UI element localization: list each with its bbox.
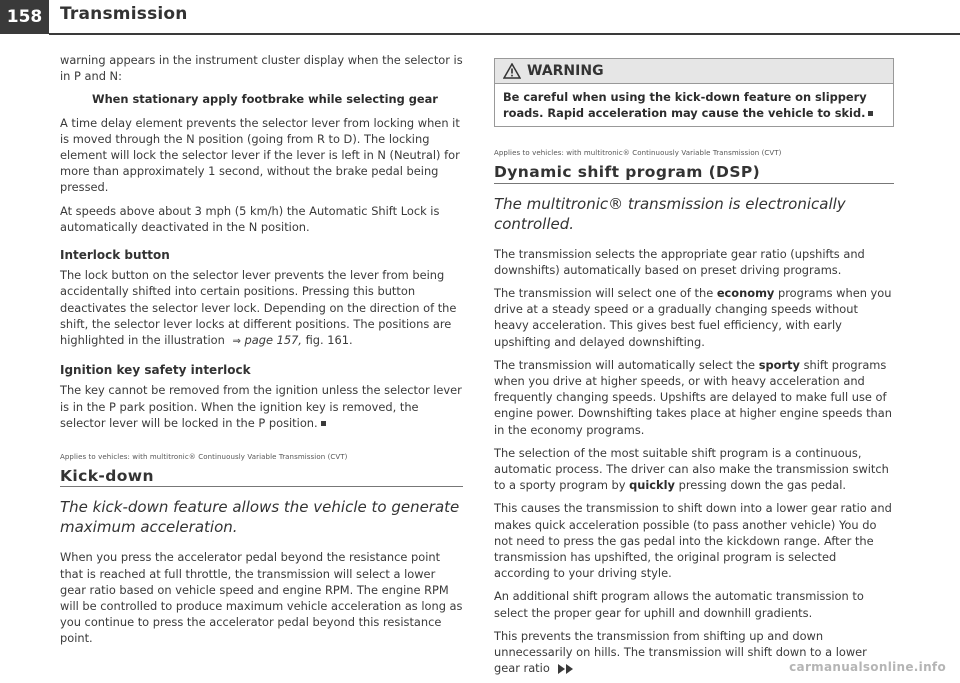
p4-text-a: The selection of the most suitable shift program is a continuous, automatic process. The driver can also make the transmission switch to a sporty program by (494, 445, 889, 493)
warning-title: WARNING (527, 63, 604, 79)
interlock-heading: Interlock button (60, 248, 170, 263)
kickdown-applies: Applies to vehicles: with multitronic® Continuously Variable Transmission (CVT) (60, 453, 348, 462)
dsp-paragraph-4 (494, 445, 894, 494)
figure-reference: fig. 161. (305, 333, 353, 348)
end-square-icon (321, 421, 326, 426)
continue-arrow-icon[interactable] (558, 664, 565, 674)
warning-header (495, 59, 893, 84)
dsp-paragraph-3 (494, 357, 894, 438)
p2-text-a: The transmission will select one of the (494, 286, 714, 301)
chapter-title: Transmission (60, 4, 188, 24)
p3-text-b: shift programs when you drive at higher speeds, or with heavy acceleration and frequently changing speeds. Upshifts are delayed to make full use of engine power. Downshifting takes place at higher engine speeds than in the economy programs. (494, 357, 892, 437)
warning-triangle-icon (503, 63, 521, 79)
interlock-paragraph (60, 267, 463, 350)
warning-text: Be careful when using the kick-down feature on slippery roads. Rapid acceleration may cause the vehicle to skid. (503, 90, 867, 121)
speed-paragraph: At speeds above about 3 mph (5 km/h) the Automatic Shift Lock is automatically deactivated in the N position. (60, 203, 440, 234)
kickdown-paragraph: When you press the accelerator pedal beyond the resistance point that is reached at full throttle, the transmission will select a lower gear ratio based on vehicle speed and engine RPM. The engine RPM will be controlled to produce maximum vehicle acceleration as long as you continue to press the accelerator pedal beyond this resistance point. (60, 550, 463, 646)
ignition-paragraph (60, 382, 463, 431)
left-column (60, 52, 463, 654)
page-number: 158 (0, 0, 49, 34)
kickdown-title: Kick-down (60, 468, 463, 487)
p2-text-b: programs when you drive at a steady speed or a gradually changing speeds without heavy acceleration. This gives best fuel efficiency, with early upshifting and delayed downshifting. (494, 286, 892, 349)
dsp-paragraph-6: An additional shift program allows the automatic transmission to select the proper gear for uphill and downhill gradients. (494, 589, 864, 620)
warning-body (495, 84, 893, 126)
p2-bold: economy (716, 286, 775, 301)
p3-text-a: The transmission will automatically select the (494, 357, 756, 372)
delay-paragraph: A time delay element prevents the selector lever from locking when it is moved through the N position (going from R to D). The locking element will lock the selector lever if the lever is left in N (Neutral) for more than approximately 1 second, without the brake pedal being pressed. (60, 115, 460, 195)
dsp-paragraph-5: This causes the transmission to shift down into a lower gear ratio and makes quick acceleration possible (to pass another vehicle) You do not need to press the gas pedal into the kickdown range. After the transmission has upshifted, the original program is selected according to your driving style. (494, 501, 892, 581)
p3-bold: sporty (758, 357, 800, 372)
interlock-text: The lock button on the selector lever prevents the lever from being accidentally shifted into certain positions. Pressing this button deactivates the selector lever lock. Depending on the direction of the shift, the selector lever locks at different positions. The positions are highlighted in the illustration (60, 268, 457, 348)
end-square-icon (868, 111, 873, 116)
page-header (0, 0, 960, 34)
continue-arrow-icon (566, 664, 573, 674)
dsp-paragraph-1: The transmission selects the appropriate gear ratio (upshifts and downshifts) automatically based on preset driving programs. (494, 246, 865, 277)
watermark: carmanualsonline.info (789, 660, 946, 674)
p4-text-b: pressing down the gas pedal. (678, 478, 847, 493)
footbrake-note: When stationary apply footbrake while selecting gear (92, 92, 438, 107)
right-column (494, 52, 894, 683)
header-rule (49, 33, 960, 35)
ignition-heading: Ignition key safety interlock (60, 363, 251, 378)
dsp-title: Dynamic shift program (DSP) (494, 164, 894, 183)
dsp-lead: The multitronic® transmission is electronically controlled. (494, 194, 846, 233)
ignition-text: The key cannot be removed from the ignition unless the selector lever is in the P park position. When the ignition key is removed, the selector lever will be locked in the P position. (60, 383, 462, 430)
ref-arrow-icon: ⇒ (232, 336, 241, 348)
warning-box (494, 58, 894, 127)
dsp-paragraph-2 (494, 285, 894, 350)
page-reference-link[interactable]: page 157, (244, 333, 302, 348)
dsp-applies: Applies to vehicles: with multitronic® Continuously Variable Transmission (CVT) (494, 149, 782, 158)
kickdown-lead: The kick-down feature allows the vehicle to generate maximum acceleration. (60, 498, 460, 537)
p7-text: This prevents the transmission from shifting up and down unnecessarily on hills. The transmission will shift down to a lower gear ratio (494, 628, 867, 676)
p4-bold: quickly (629, 478, 675, 493)
intro-paragraph: warning appears in the instrument cluster display when the selector is in P and N: (60, 53, 463, 84)
